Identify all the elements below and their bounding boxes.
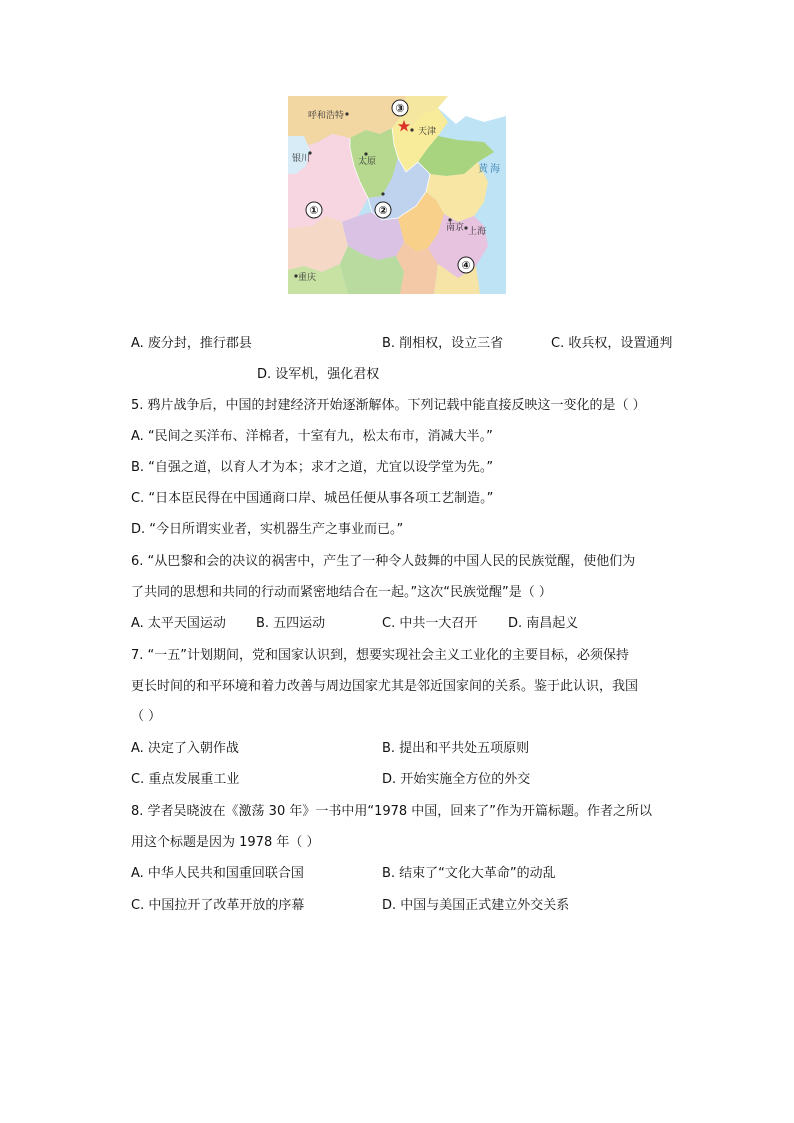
q6-stem-line2: 了共同的思想和共同的行动而紧密地结合在一起。”这次“民族觉醒”是（ ） <box>131 585 552 600</box>
marker-4 <box>458 257 474 273</box>
china-province-map <box>288 96 506 294</box>
q6-stem-line1: 6. “从巴黎和会的决议的祸害中，产生了一种令人鼓舞的中国人民的民族觉醒，使他们为 <box>131 554 636 569</box>
marker-1-label: ① <box>309 204 319 217</box>
city-dot-tianjin <box>410 128 413 131</box>
q4-option-c[interactable]: C. 收兵权，设置通判 <box>551 336 673 351</box>
sea-label-sea: 海 <box>490 164 500 175</box>
city-label-chongqing: 重庆 <box>298 273 317 283</box>
marker-4-label: ④ <box>461 259 471 272</box>
q4-option-d[interactable]: D. 设军机，强化君权 <box>257 367 380 382</box>
q7-stem-line3: （ ） <box>131 709 162 724</box>
q5-option-d[interactable]: D. “今日所谓实业者，实机器生产之事业而已。” <box>131 522 404 537</box>
city-label-tianjin: 天津 <box>418 127 437 137</box>
q5-option-a[interactable]: A. “民间之买洋布、洋棉者，十室有九，松太布市，消减大半。” <box>131 429 493 444</box>
q7-option-c[interactable]: C. 重点发展重工业 <box>131 772 240 787</box>
marker-2-label: ② <box>378 204 388 217</box>
q8-option-c[interactable]: C. 中国拉开了改革开放的序幕 <box>131 898 305 913</box>
q6-option-b[interactable]: B. 五四运动 <box>256 616 326 631</box>
q7-stem-line1: 7. “一五”计划期间，党和国家认识到，想要实现社会主义工业化的主要目标，必须保持 <box>131 648 630 663</box>
q8-option-b[interactable]: B. 结束了“文化大革命”的动乱 <box>382 866 556 881</box>
marker-1 <box>306 202 322 218</box>
q4-option-a[interactable]: A. 废分封，推行郡县 <box>131 336 252 351</box>
marker-2 <box>375 202 391 218</box>
marker-3 <box>392 100 408 116</box>
q5-option-c[interactable]: C. “日本臣民得在中国通商口岸、城邑任便从事各项工艺制造。” <box>131 491 494 506</box>
marker-3-label: ③ <box>395 102 405 115</box>
city-label-nanjing: 南京 <box>446 223 465 233</box>
q6-option-c[interactable]: C. 中共一大召开 <box>382 616 478 631</box>
q7-option-b[interactable]: B. 提出和平共处五项原则 <box>382 741 530 756</box>
q7-option-a[interactable]: A. 决定了入朝作战 <box>131 741 239 756</box>
city-label-yinchuan: 银川 <box>292 154 311 164</box>
q8-stem-line1: 8. 学者吴晓波在《激荡 30 年》一书中用“1978 中国，回来了”作为开篇标题。作者之所以 <box>131 804 653 819</box>
sea-label-yellow: 黄 <box>478 164 488 175</box>
city-dot-hohhot <box>345 112 348 115</box>
city-label-hohhot: 呼和浩特 <box>308 111 345 121</box>
q7-option-d[interactable]: D. 开始实施全方位的外交 <box>382 772 531 787</box>
city-dot-nanjing <box>448 218 451 221</box>
q6-option-a[interactable]: A. 太平天国运动 <box>131 616 226 631</box>
city-dot-taiyuan <box>364 152 367 155</box>
q5-option-b[interactable]: B. “自强之道，以育人才为本；求才之道，尤宜以设学堂为先。” <box>131 460 494 475</box>
q8-stem-line2: 用这个标题是因为 1978 年（ ） <box>131 835 320 850</box>
q5-stem: 5. 鸦片战争后，中国的封建经济开始逐渐解体。下列记载中能直接反映这一变化的是（ ） <box>131 398 646 413</box>
q8-option-d[interactable]: D. 中国与美国正式建立外交关系 <box>382 898 570 913</box>
q4-option-b[interactable]: B. 削相权，设立三省 <box>382 336 504 351</box>
q7-stem-line2: 更长时间的和平环境和着力改善与周边国家尤其是邻近国家间的关系。鉴于此认识，我国 <box>131 679 639 694</box>
city-label-taiyuan: 太原 <box>358 157 377 167</box>
q8-option-a[interactable]: A. 中华人民共和国重回联合国 <box>131 866 304 881</box>
q6-option-d[interactable]: D. 南昌起义 <box>508 616 579 631</box>
city-dot-zhengzhou <box>381 192 384 195</box>
city-label-shanghai: 上海 <box>468 227 487 237</box>
